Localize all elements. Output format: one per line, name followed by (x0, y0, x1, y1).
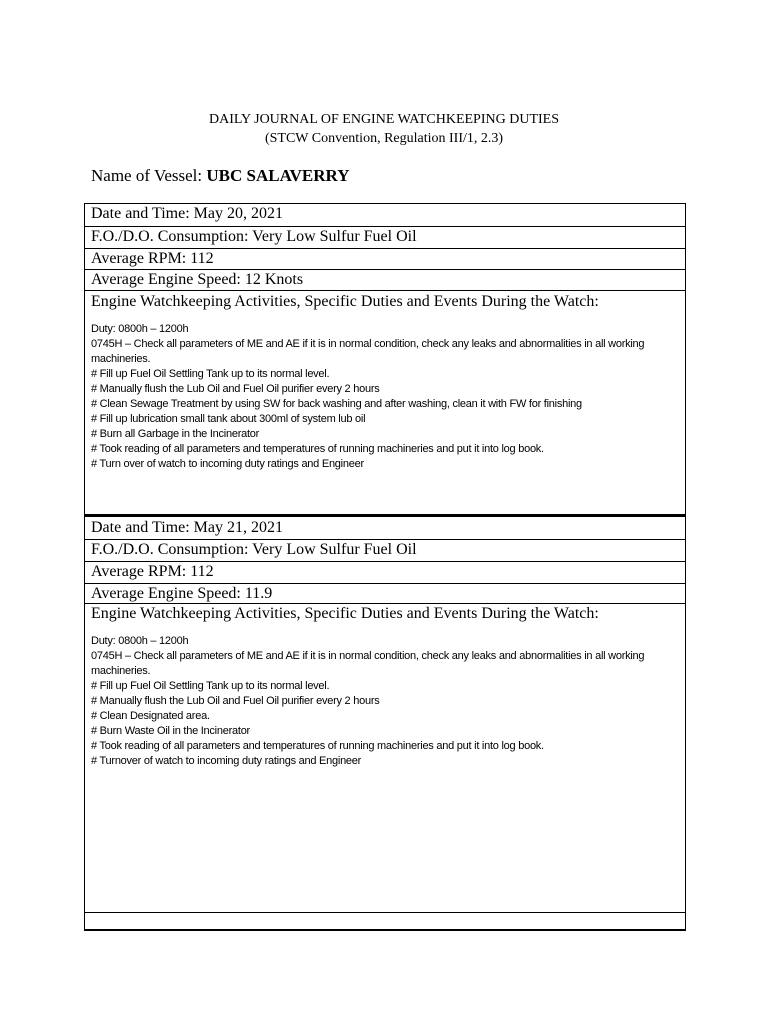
document-title: DAILY JOURNAL OF ENGINE WATCHKEEPING DUTIES (209, 112, 559, 127)
activity-line: # Clean Designated area. (91, 710, 210, 722)
activity-line: Duty: 0800h – 1200h (91, 635, 189, 647)
activity-line: # Turnover of watch to incoming duty ratings and Engineer (91, 755, 362, 767)
activity-line: 0745H – Check all parameters of ME and AE if it is in normal condition, check any leaks and abnormalities in all working machineries. (91, 650, 645, 677)
activity-line: # Took reading of all parameters and temperatures of running machineries and put it into log book. (91, 740, 544, 752)
activity-line: # Fill up Fuel Oil Settling Tank up to its normal level. (91, 680, 330, 692)
blank-row (85, 913, 685, 927)
entry-1-date-time: Date and Time: May 20, 2021 (85, 204, 685, 227)
entry-1-rpm: Average RPM: 112 (85, 249, 685, 270)
entry-1-activities-heading: Engine Watchkeeping Activities, Specific Duties and Events During the Watch: (91, 293, 599, 310)
entry-2-date-time: Date and Time: May 21, 2021 (85, 517, 685, 540)
entry-1-activities-list (91, 322, 685, 472)
activity-line: # Fill up lubrication small tank about 300ml of system lub oil (91, 413, 366, 425)
activity-line: # Turn over of watch to incoming duty ratings and Engineer (91, 458, 364, 470)
entry-2-activities (85, 604, 685, 913)
activity-line: 0745H – Check all parameters of ME and AE if it is in normal condition, check any leaks and abnormalities in all working machineries. (91, 338, 645, 365)
entry-2-activities-list (91, 634, 685, 769)
activity-line: # Manually flush the Lub Oil and Fuel Oil purifier every 2 hours (91, 383, 380, 395)
document-subtitle: (STCW Convention, Regulation III/1, 2.3) (264, 131, 504, 146)
activity-line: # Clean Sewage Treatment by using SW for back washing and after washing, clean it with FW for finishing (91, 398, 582, 410)
activity-line: # Fill up Fuel Oil Settling Tank up to its normal level. (91, 368, 330, 380)
entry-2-activities-heading: Engine Watchkeeping Activities, Specific Duties and Events During the Watch: (91, 605, 599, 622)
entry-1-activities (85, 291, 685, 517)
entry-2-rpm: Average RPM: 112 (85, 562, 685, 584)
entry-2-consumption: F.O./D.O. Consumption: Very Low Sulfur Fuel Oil (85, 540, 685, 562)
entry-2-speed: Average Engine Speed: 11.9 (85, 584, 685, 604)
activity-line: # Burn all Garbage in the Incinerator (91, 428, 260, 440)
activity-line: # Took reading of all parameters and temperatures of running machineries and put it into log book. (91, 443, 544, 455)
vessel-line (91, 165, 350, 187)
vessel-label: Name of Vessel: (91, 166, 203, 185)
entry-1-speed: Average Engine Speed: 12 Knots (85, 270, 685, 291)
vessel-name: UBC SALAVERRY (206, 166, 350, 185)
activity-line: # Burn Waste Oil in the Incinerator (91, 725, 250, 737)
activity-line: # Manually flush the Lub Oil and Fuel Oil purifier every 2 hours (91, 695, 380, 707)
entry-1-consumption: F.O./D.O. Consumption: Very Low Sulfur Fuel Oil (85, 227, 685, 249)
activity-line: Duty: 0800h – 1200h (91, 323, 189, 335)
journal-table (84, 203, 686, 931)
